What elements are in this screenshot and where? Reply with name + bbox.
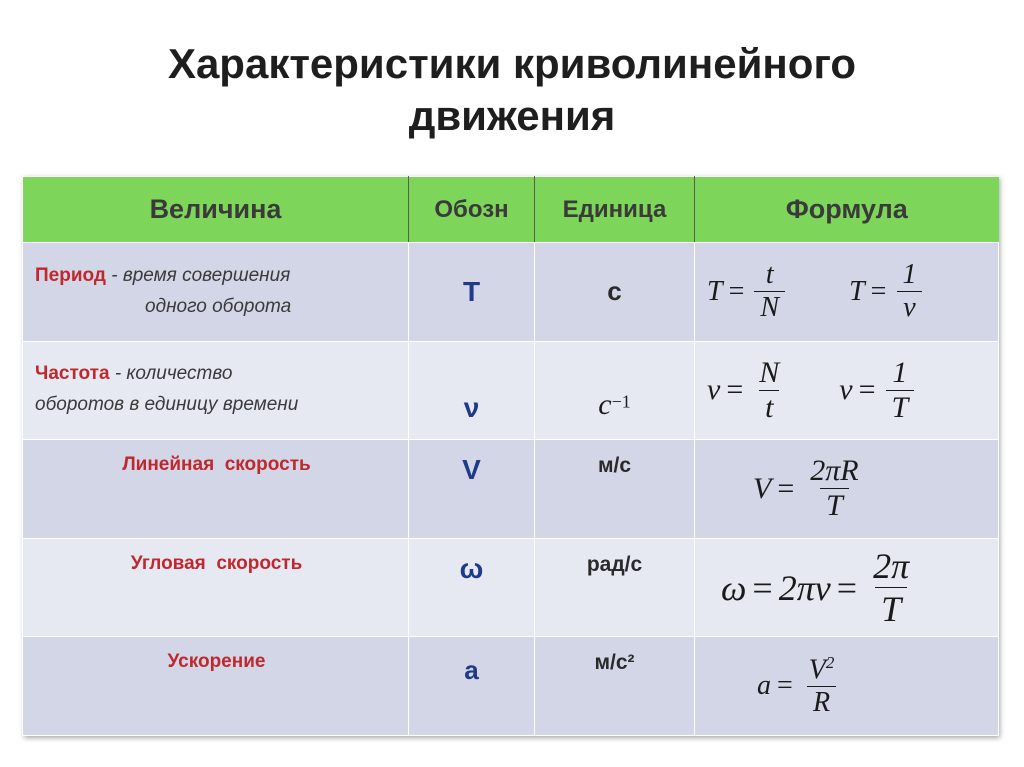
formula-lhs: ν (839, 373, 853, 407)
fraction-numerator: 2π (873, 546, 910, 587)
table-row-angular-speed (23, 538, 999, 637)
quantity-cell (23, 538, 409, 637)
formula-1 (753, 454, 869, 523)
formula-1 (721, 545, 919, 630)
fraction-denominator: T (820, 488, 849, 523)
formula-1 (707, 259, 789, 324)
fraction-denominator: R (807, 686, 836, 719)
symbol-cell: V (409, 440, 535, 539)
fraction (803, 653, 841, 719)
fraction (804, 454, 864, 523)
fraction-numerator (803, 653, 841, 686)
symbol-cell: T (409, 243, 535, 342)
quantity-name: Период (35, 264, 106, 286)
header-formula: Формула (695, 177, 999, 243)
unit-base: c (598, 388, 612, 422)
fraction-numerator: N (759, 355, 780, 389)
formula-lhs: T (707, 275, 723, 307)
fraction-denominator: T (886, 390, 915, 425)
equals-sign: = (726, 373, 744, 407)
quantity-name: Угловая скорость (130, 552, 303, 574)
quantity-cell (23, 243, 409, 342)
formula-1 (707, 356, 789, 425)
fraction (896, 259, 922, 324)
fraction (753, 356, 785, 425)
unit-cell: м/с (535, 440, 695, 539)
header-symbol: Обозн (409, 177, 535, 243)
header-quantity: Величина (23, 177, 409, 243)
fraction-numerator: 1 (902, 259, 917, 291)
title-line-2: движения (408, 92, 616, 139)
equals-sign: = (777, 471, 795, 505)
formula-lhs: V (753, 471, 772, 505)
fraction-denominator: T (875, 587, 907, 630)
formula-lhs: T (849, 275, 865, 307)
symbol-cell: ν (409, 341, 535, 440)
fraction-numerator: 1 (892, 355, 908, 389)
fraction (867, 545, 915, 630)
table-row-period (23, 243, 999, 342)
fraction (754, 259, 785, 324)
equals-sign: = (858, 373, 876, 407)
unit-cell: с (535, 243, 695, 342)
quantity-cell (23, 341, 409, 440)
unit-cell: рад/с (535, 538, 695, 637)
formula-lhs: a (757, 670, 771, 702)
quantity-desc-line2: оборотов в единицу времени (35, 394, 299, 416)
equals-sign: = (752, 567, 773, 608)
quantity-cell (23, 637, 409, 736)
formula-lhs: ω (721, 567, 747, 608)
table-row-frequency (23, 341, 999, 440)
table-row-acceleration (23, 637, 999, 736)
unit-cell: м/с² (535, 637, 695, 736)
equals-sign: = (728, 275, 745, 307)
formula-2 (839, 356, 918, 425)
symbol-cell: a (409, 637, 535, 736)
fraction-denominator: N (754, 291, 785, 324)
formula-middle: 2πν (778, 567, 831, 608)
formula-cell (695, 440, 999, 539)
formula-cell (695, 341, 999, 440)
quantity-desc: - время совершения (105, 264, 291, 286)
quantity-desc: - количество (109, 363, 233, 385)
unit-exponent: −1 (611, 392, 631, 413)
formula-lhs: ν (707, 373, 721, 407)
title-line-1: Характеристики криволинейного (167, 40, 857, 87)
quantity-desc-line2: одного оборота (145, 295, 292, 317)
fraction (886, 356, 915, 425)
quantity-cell (23, 440, 409, 539)
equals-sign: = (836, 567, 858, 608)
header-unit: Единица (535, 177, 695, 243)
formula-1 (757, 653, 844, 719)
formula-cell (695, 637, 999, 736)
quantity-name: Ускорение (167, 651, 266, 673)
fraction-numerator: t (765, 259, 774, 291)
quantity-name: Линейная скорость (122, 454, 311, 476)
equals-sign: = (870, 275, 887, 307)
formula-2 (849, 259, 926, 324)
characteristics-table (22, 176, 998, 736)
fraction-numerator: 2πR (810, 454, 859, 488)
fraction-denominator: t (759, 390, 779, 425)
fraction-denominator: ν (897, 291, 921, 324)
unit-cell (535, 341, 695, 440)
formula-cell (695, 538, 999, 637)
symbol-cell: ω (409, 538, 535, 637)
table-row-linear-speed (23, 440, 999, 539)
quantity-name: Частота (35, 363, 110, 385)
formula-cell (695, 243, 999, 342)
equals-sign: = (777, 670, 793, 702)
table-header-row (23, 177, 999, 243)
numerator-base: V (808, 654, 826, 686)
numerator-exponent: 2 (825, 653, 835, 673)
page-title (0, 38, 1024, 142)
